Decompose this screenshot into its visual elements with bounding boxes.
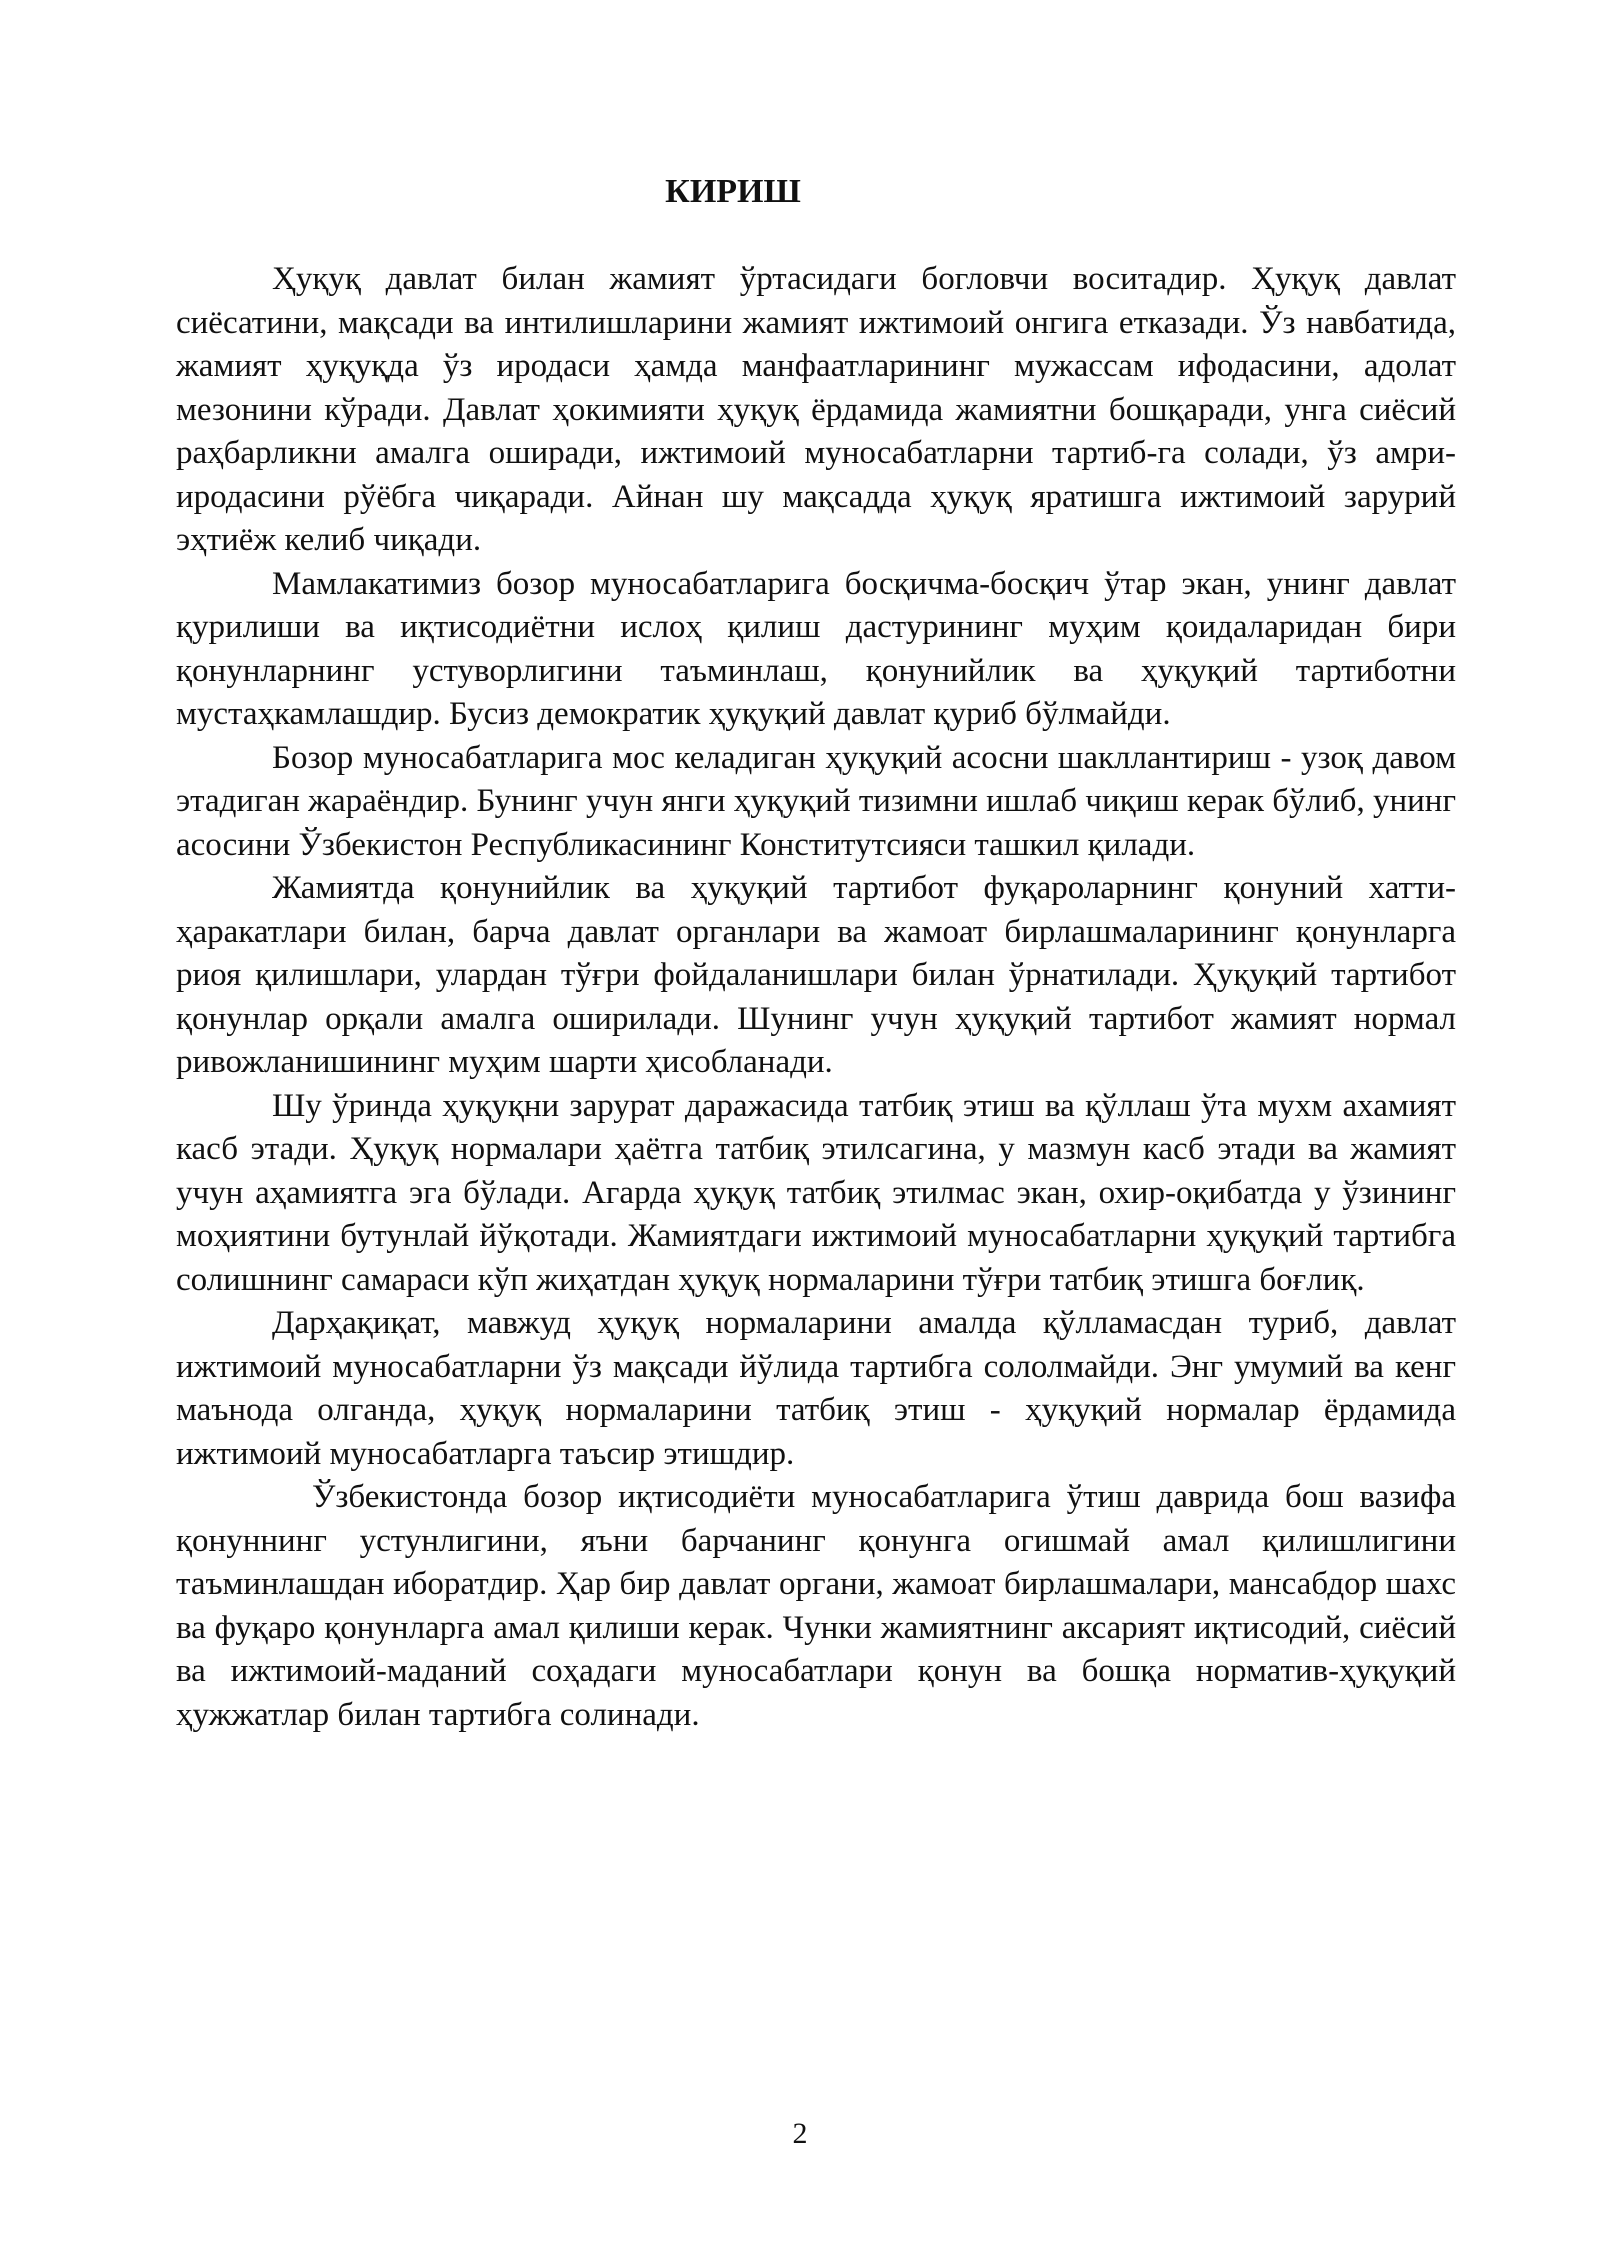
paragraph-1: Ҳуқуқ давлат билан жамият ўртасидаги богловчи воситадир. Ҳуқуқ давлат сиёсатини, мақсади ва интилишларини жамият ижтимоий онгига етказади. Ўз навбатида, жамият ҳуқуқда ўз иродаси ҳамда манфаатларининг мужассам ифодасини, адолат мезонини кўради. Давлат ҳокимияти ҳуқуқ ёрдамида жамиятни бошқаради, унга сиёсий раҳбарликни амалга оширади, ижтимоий муносабатларни тартиб-га солади, ўз амри-иродасини рўёбга чиқаради. Айнан шу мақсадда ҳуқуқ яратишга ижтимоий зарурий эҳтиёж келиб чиқади. xyxy=(176,261,1456,558)
document-body xyxy=(176,258,1456,1737)
paragraph-6: Дарҳақиқат, мавжуд ҳуқуқ нормаларини амалда қўлламасдан туриб, давлат ижтимоий муносабатларни ўз мақсади йўлида тартибга сололмайди. Энг умумий ва кенг маънода олганда, ҳуқуқ нормаларини татбиқ этиш - ҳуқуқий нормалар ёрдамида ижтимоий муносабатларга таъсир этишдир. xyxy=(176,1305,1456,1472)
page-number: 2 xyxy=(792,2117,808,2150)
paragraph-4: Жамиятда қонунийлик ва ҳуқуқий тартибот фуқароларнинг қонуний хатти-ҳаракатлари билан, барча давлат органлари ва жамоат бирлашмаларининг қонунларга риоя қилишлари, улардан тўғри фойдаланишлари билан ўрнатилади. Ҳуқуқий тартибот қонунлар орқали амалга оширилади. Шунинг учун ҳуқуқий тартибот жамият нормал ривожланишининг муҳим шарти ҳисобланади. xyxy=(176,870,1456,1080)
page-title: КИРИШ xyxy=(665,173,801,210)
paragraph-7: Ўзбекистонда бозор иқтисодиёти муносабатларига ўтиш даврида бош вазифа қонуннинг устунлигини, яъни барчанинг қонунга огишмай амал қилишлигини таъминлашдан иборатдир. Ҳар бир давлат органи, жамоат бирлашмалари, мансабдор шахс ва фуқаро қонунларга амал қилиши керак. Чунки жамиятнинг аксарият иқтисодий, сиёсий ва ижтимоий-маданий соҳадаги муносабатлари қонун ва бошқа норматив-ҳуқуқий ҳужжатлар билан тартибга солинади. xyxy=(176,1479,1456,1733)
paragraph-5: Шу ўринда ҳуқуқни зарурат даражасида татбиқ этиш ва қўллаш ўта мухм ахамият касб этади. Ҳуқуқ нормалари ҳаётга татбиқ этилсагина, у мазмун касб этади ва жамият учун аҳамиятга эга бўлади. Агарда ҳуқуқ татбиқ этилмас экан, охир-оқибатда у ўзининг моҳиятини бутунлай йўқотади. Жамиятдаги ижтимоий муносабатларни ҳуқуқий тартибга солишнинг самараси кўп жиҳатдан ҳуқуқ нормаларини тўғри татбиқ этишга боғлиқ. xyxy=(176,1087,1456,1298)
paragraph-3: Бозор муносабатларига мос келадиган ҳуқуқий асосни шакллантириш - узоқ давом этадиган жараёндир. Бунинг учун янги ҳуқуқий тизимни ишлаб чиқиш керак бўлиб, унинг асосини Ўзбекистон Республикасининг Конститутсияси ташкил қилади. xyxy=(176,739,1456,863)
paragraph-2: Мамлакатимиз бозор муносабатларига босқичма-босқич ўтар экан, унинг давлат қурилиши ва иқтисодиётни ислоҳ қилиш дастурининг муҳим қоидаларидан бири қонунларнинг устуворлигини таъминлаш, қонунийлик ва ҳуқуқий тартиботни мустаҳкамлашдир. Бусиз демократик ҳуқуқий давлат қуриб бўлмайди. xyxy=(176,565,1456,732)
